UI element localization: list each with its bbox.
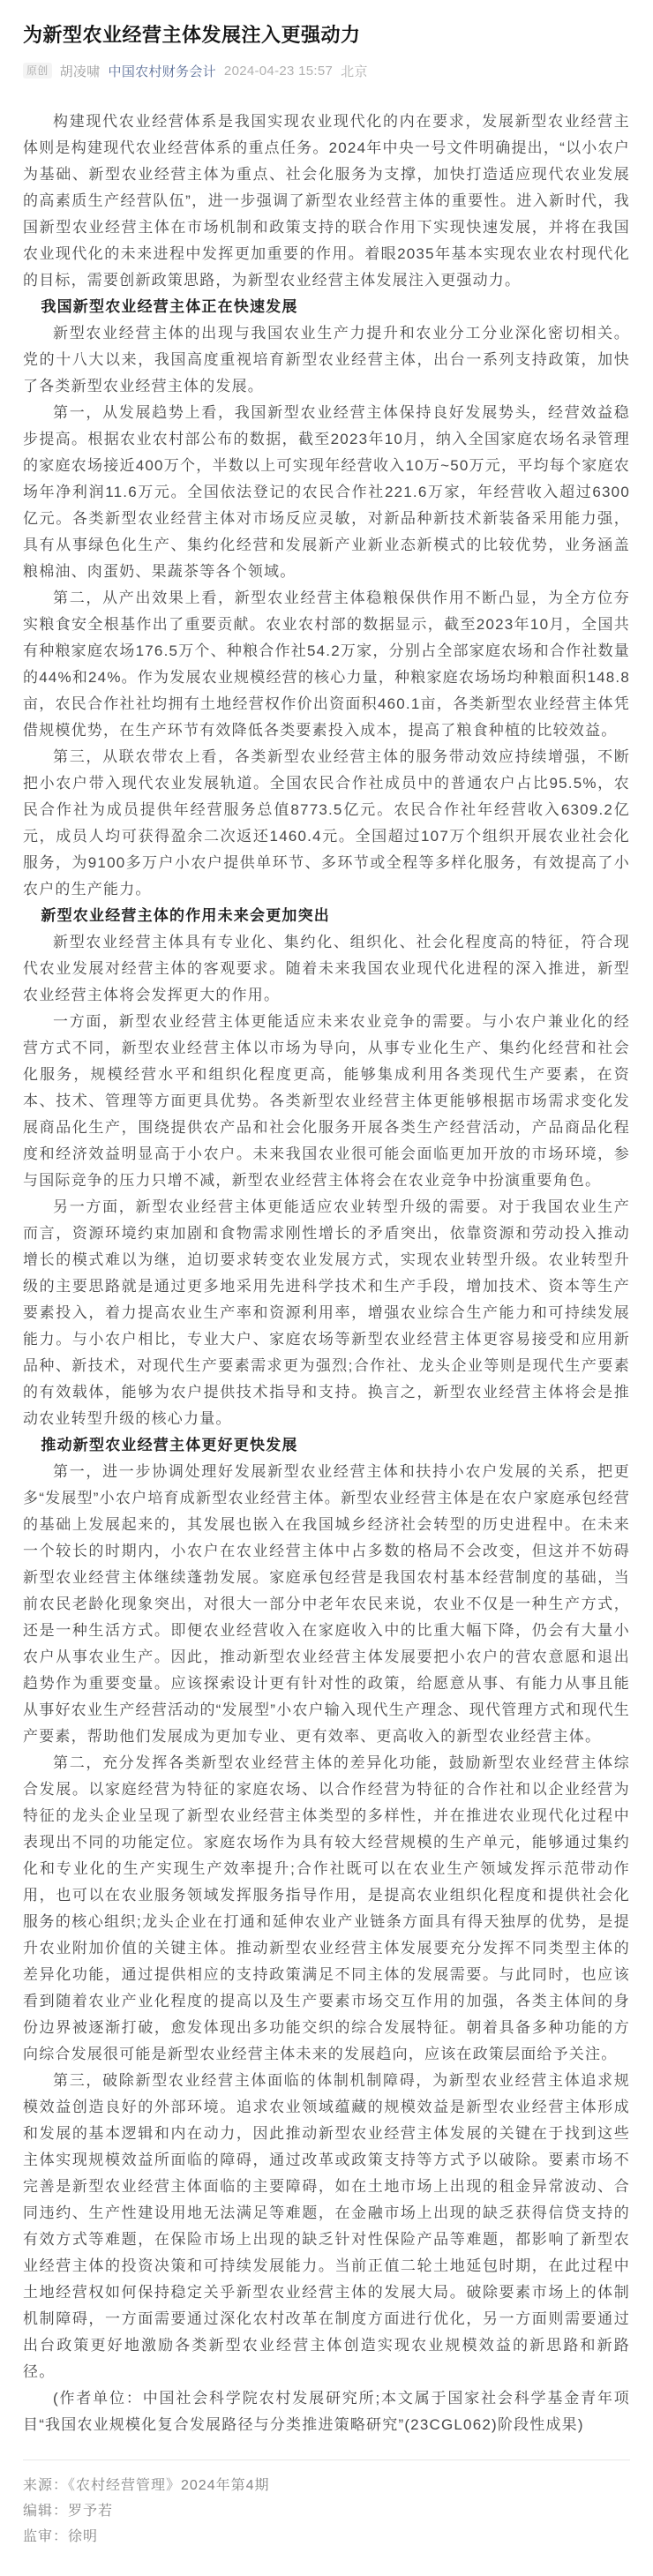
paragraph: 另一方面，新型农业经营主体更能适应农业转型升级的需要。对于我国农业生产而言，资源环境约束加剧和食物需求刚性增长的矛盾突出，依靠资源和劳动投入推动增长的模式难以为继，迫切要求转变农业发展方式，实现农业转型升级。农业转型升级的主要思路就是通过更多地采用先进科学技术和生产手段，增加技术、资本等生产要素投入，着力提高农业生产率和资源利用率，增强农业综合生产能力和可持续发展能力。与小农户相比，专业大户、家庭农场等新型农业经营主体更容易接受和应用新品种、新技术，对现代生产要素需求更为强烈;合作社、龙头企业等则是现代生产要素的有效载体，能够为农户提供技术指导和支持。换言之，新型农业经营主体将会是推动农业转型升级的核心力量。 <box>23 1198 630 1427</box>
paragraph: 新型农业经营主体具有专业化、集约化、组织化、社会化程度高的特征，符合现代农业发展对经营主体的客观要求。随着未来我国农业现代化进程的深入推进，新型农业经营主体将会发挥更大的作用。 <box>23 933 630 1003</box>
article-footer <box>23 2460 630 2550</box>
paragraph: 第一，进一步协调处理好发展新型农业经营主体和扶持小农户发展的关系，把更多“发展型”小农户培育成新型农业经营主体。新型农业经营主体是在农户家庭承包经营的基础上发展起来的，其发展也嵌入在我国城乡经济社会转型的历史进程中。在未来一个较长的时期内，小农户在农业经营主体中占多数的格局不会改变，但这并不妨碍新型农业经营主体继续蓬勃发展。家庭承包经营是我国农村基本经营制度的基础，当前农民老龄化现象突出，对很大一部分中老年农民来说，农业不仅是一种生产方式，还是一种生活方式。即便农业经营收入在家庭收入中的比重大幅下降，仍会有大量小农户从事农业生产。因此，推动新型农业经营主体发展要把小农户的营农意愿和退出趋势作为重要变量。应该探索设计更有针对性的政策，给愿意从事、有能力从事且能从事好农业生产经营活动的“发展型”小农户输入现代生产理念、现代管理方式和现代生产要素，帮助他们发展成为更加专业、更有效率、更高收入的新型农业经营主体。 <box>23 1462 630 1745</box>
author-name: 胡凌啸 <box>59 64 101 79</box>
reviewer-line: 监审：徐明 <box>23 2528 99 2544</box>
paragraph: 新型农业经营主体的出现与我国农业生产力提升和农业分工分业深化密切相关。党的十八大以来，我国高度重视培育新型农业经营主体，出台一系列支持政策，加快了各类新型农业经营主体的发展。 <box>23 324 630 394</box>
paragraph: 第二，充分发挥各类新型农业经营主体的差异化功能，鼓励新型农业经营主体综合发展。以家庭经营为特征的家庭农场、以合作经营为特征的合作社和以企业经营为特征的龙头企业呈现了新型农业经营主体类型的多样性，并在推进农业现代化过程中表现出不同的功能定位。家庭农场作为具有较大经营规模的生产单元，能够通过集约化和专业化的生产实现生产效率提升;合作社既可以在农业生产领域发挥示范带动作用，也可以在农业服务领域发挥服务指导作用，是提高农业组织化程度和提供社会化服务的核心组织;龙头企业在打通和延伸农业产业链条方面具有得天独厚的优势，是提升农业附加价值的关键主体。推动新型农业经营主体发展要充分发挥不同类型主体的差异化功能，通过提供相应的支持政策满足不同主体的发展需要。与此同时，也应该看到随着农业产业化程度的提高以及生产要素市场交互作用的加强，各类主体间的身份边界被逐渐打破，愈发体现出多功能交织的综合发展特征。朝着具备多种功能的方向综合发展很可能是新型农业经营主体未来的发展趋向，应该在政策层面给予关注。 <box>23 1754 630 2062</box>
paragraph: (作者单位：中国社会科学院农村发展研究所;本文属于国家社会科学基金青年项目“我国农业规模化复合发展路径与分类推进策略研究”(23CGL062)阶段性成果) <box>23 2389 630 2433</box>
paragraph: 构建现代农业经营体系是我国实现农业现代化的内在要求，发展新型农业经营主体则是构建现代农业经营体系的重点任务。2024年中央一号文件明确提出，“以小农户为基础、新型农业经营主体为重点、社会化服务为支撑，加快打造适应现代农业发展的高素质生产经营队伍”，进一步强调了新型农业经营主体的重要性。进入新时代，我国新型农业经营主体在市场机制和政策支持的联合作用下实现快速发展，并将在我国农业现代化的未来进程中发挥更加重要的作用。着眼2035年基本实现农业农村现代化的目标，需要创新政策思路，为新型农业经营主体发展注入更强动力。 <box>23 112 630 289</box>
paragraph: 一方面，新型农业经营主体更能适应未来农业竞争的需要。与小农户兼业化的经营方式不同，新型农业经营主体以市场为导向，从事专业化生产、集约化经营和社会化服务，规模经营水平和组织化程度更高，能够集成利用各类现代生产要素，在资本、技术、管理等方面更具优势。各类新型农业经营主体更能够根据市场需求变化发展商品化生产，围绕提供农产品和社会化服务开展各类生产经营活动，产品商品化程度和经济效益明显高于小农户。未来我国农业很可能会面临更加开放的市场环境，参与国际竞争的压力只增不减，新型农业经营主体将会在农业竞争中扮演重要角色。 <box>23 1012 630 1189</box>
account-name-link[interactable]: 中国农村财务会计 <box>108 64 216 79</box>
section-heading: 推动新型农业经营主体更好更快发展 <box>41 1436 298 1453</box>
source-line: 来源：《农村经营管理》2024年第4期 <box>23 2477 270 2493</box>
section-heading: 新型农业经营主体的作用未来会更加突出 <box>41 906 330 924</box>
paragraph: 第三，从联农带农上看，各类新型农业经营主体的服务带动效应持续增强，不断把小农户带入现代农业发展轨道。全国农民合作社成员中的普通农户占比95.5%，农民合作社为成员提供年经营服务总值8773.5亿元。农民合作社年经营收入6309.2亿元，成员人均可获得盈余二次返还1460.4元。全国超过107万个组织开展农业社会化服务，为9100多万户小农户提供单环节、多环节或全程等多样化服务，有效提高了小农户的生产能力。 <box>23 747 631 897</box>
original-badge: 原创 <box>23 63 52 79</box>
paragraph: 第二，从产出效果上看，新型农业经营主体稳粮保供作用不断凸显，为全方位夯实粮食安全根基作出了重要贡献。农业农村部的数据显示，截至2023年10月，全国共有种粮家庭农场176.5万个、种粮合作社54.2万家，分别占全部家庭农场和合作社数量的44%和24%。作为发展农业规模经营的核心力量，种粮家庭农场场均种粮面积148.8亩，农民合作社社均拥有土地经营权作价出资面积460.1亩，各类新型农业经营主体凭借规模优势，在生产环节有效降低各类要素投入成本，提高了粮食种植的比较效益。 <box>23 589 630 739</box>
publish-location: 北京 <box>341 64 368 79</box>
publish-datetime: 2024-04-23 15:57 <box>223 63 334 79</box>
article-body <box>23 109 630 2438</box>
paragraph: 第三，破除新型农业经营主体面临的体制机制障碍，为新型农业经营主体追求规模效益创造良好的外部环境。追求农业领域蕴藏的规模效益是新型农业经营主体形成和发展的基本逻辑和内在动力，因此推动新型农业经营主体发展的关键在于找到这些主体实现规模效益所面临的障碍，通过改革或政策支持等方式予以破除。要素市场不完善是新型农业经营主体面临的主要障碍，如在土地市场上出现的租金异常波动、合同违约、生产性建设用地无法满足等难题，在金融市场上出现的缺乏获得信贷支持的有效方式等难题，在保险市场上出现的缺乏针对性保险产品等难题，都影响了新型农业经营主体的投资决策和可持续发展能力。当前正值二轮土地延包时期，在此过程中土地经营权如何保持稳定关乎新型农业经营主体的发展大局。破除要素市场上的体制机制障碍，一方面需要通过深化农村改革在制度方面进行优化，另一方面则需要通过出台政策更好地激励各类新型农业经营主体创造实现农业规模效益的新思路和新路径。 <box>23 2071 630 2380</box>
editor-line: 编辑：罗予若 <box>23 2503 114 2519</box>
section-heading: 我国新型农业经营主体正在快速发展 <box>41 297 298 315</box>
paragraph: 第一，从发展趋势上看，我国新型农业经营主体保持良好发展势头，经营效益稳步提高。根据农业农村部公布的数据，截至2023年10月，纳入全国家庭农场名录管理的家庭农场接近400万个，半数以上可实现年经营收入10万~50万元，平均每个家庭农场年净利润11.6万元。全国依法登记的农民合作社221.6万家，年经营收入超过6300亿元。各类新型农业经营主体对市场反应灵敏，对新品种新技术新装备采用能力强，具有从事绿色化生产、集约化经营和发展新产业新业态新模式的比较优势，业务涵盖粮棉油、肉蛋奶、果蔬茶等各个领域。 <box>23 403 630 580</box>
page-title: 为新型农业经营主体发展注入更强动力 <box>23 24 361 46</box>
byline <box>23 62 630 80</box>
